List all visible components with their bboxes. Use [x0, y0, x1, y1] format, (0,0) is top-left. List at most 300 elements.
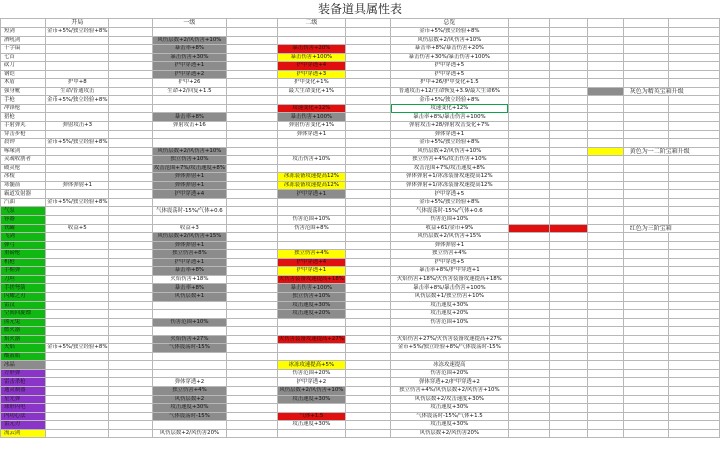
empty-cell[interactable]: [623, 267, 668, 276]
value-cell[interactable]: 攻击范围+7%/攻击速度+8%: [391, 164, 508, 173]
value-cell[interactable]: 金币+5%/独立经验+8%: [391, 139, 508, 148]
value-cell[interactable]: 伤害范围+10%: [277, 216, 345, 225]
empty-cell[interactable]: [587, 62, 623, 71]
item-name-cell[interactable]: 晨钟: [1, 139, 46, 148]
empty-cell[interactable]: [508, 275, 550, 284]
value-cell[interactable]: [109, 421, 152, 430]
value-cell[interactable]: 收益+3: [152, 224, 226, 233]
value-cell[interactable]: 金币+5%/独立经验+8%/气体震荡时-15%: [391, 344, 508, 353]
item-name-cell[interactable]: 飞剑: [1, 233, 46, 242]
value-cell[interactable]: [226, 233, 277, 242]
value-cell[interactable]: [226, 113, 277, 122]
empty-cell[interactable]: [550, 216, 588, 225]
value-cell[interactable]: [277, 207, 345, 216]
empty-cell[interactable]: [550, 130, 588, 139]
empty-cell[interactable]: [587, 198, 623, 207]
value-cell[interactable]: [277, 233, 345, 242]
empty-cell[interactable]: [508, 369, 550, 378]
value-cell[interactable]: [109, 404, 152, 413]
value-cell[interactable]: 风伤层数+2/风伤害20%: [152, 429, 226, 438]
empty-cell[interactable]: [668, 292, 719, 301]
value-cell[interactable]: [345, 156, 390, 165]
value-cell[interactable]: 气体震荡时-15%/气体+0.6: [152, 207, 226, 216]
value-cell[interactable]: [46, 327, 109, 336]
value-cell[interactable]: 攻击速度+30%: [391, 404, 508, 413]
value-cell[interactable]: [277, 404, 345, 413]
value-cell[interactable]: 暴击伤害+100%: [277, 113, 345, 122]
empty-cell[interactable]: [550, 301, 588, 310]
empty-cell[interactable]: [550, 190, 588, 199]
value-cell[interactable]: [277, 147, 345, 156]
value-cell[interactable]: [345, 292, 390, 301]
empty-cell[interactable]: [587, 421, 623, 430]
empty-cell[interactable]: [623, 233, 668, 242]
value-cell[interactable]: 冰冻攻速提高: [391, 361, 508, 370]
empty-cell[interactable]: [587, 386, 623, 395]
value-cell[interactable]: [226, 395, 277, 404]
empty-cell[interactable]: [508, 113, 550, 122]
value-cell[interactable]: [277, 198, 345, 207]
item-name-cell[interactable]: 空间回旋镖: [1, 310, 46, 319]
value-cell[interactable]: [226, 310, 277, 319]
empty-cell[interactable]: [587, 45, 623, 54]
empty-cell[interactable]: [623, 207, 668, 216]
value-cell[interactable]: [277, 344, 345, 353]
empty-cell[interactable]: [623, 53, 668, 62]
empty-cell[interactable]: [623, 386, 668, 395]
empty-cell[interactable]: [550, 250, 588, 259]
empty-cell[interactable]: [550, 62, 588, 71]
value-cell[interactable]: [226, 79, 277, 88]
value-cell[interactable]: 金币+5%/独立经验+8%: [391, 198, 508, 207]
empty-cell[interactable]: [550, 318, 588, 327]
empty-cell[interactable]: [668, 258, 719, 267]
empty-cell[interactable]: [623, 369, 668, 378]
empty-cell[interactable]: [623, 301, 668, 310]
item-name-cell[interactable]: 穿击步枪: [1, 130, 46, 139]
value-cell[interactable]: [226, 224, 277, 233]
empty-cell[interactable]: [587, 267, 623, 276]
value-cell[interactable]: [226, 378, 277, 387]
value-cell[interactable]: 金币+5%/独立经验+8%: [47, 344, 108, 351]
value-cell[interactable]: 火伤害装备攻速提高+27%: [278, 335, 344, 342]
item-name-cell[interactable]: 灵魂收割者: [1, 156, 46, 165]
empty-cell[interactable]: [508, 395, 550, 404]
empty-cell[interactable]: [587, 224, 623, 233]
item-name-cell[interactable]: 酸液瓶: [1, 352, 46, 361]
empty-cell[interactable]: [550, 87, 588, 96]
empty-cell[interactable]: [623, 395, 668, 404]
value-cell[interactable]: 护甲+26: [152, 79, 226, 88]
empty-cell[interactable]: [587, 412, 623, 421]
empty-cell[interactable]: [623, 284, 668, 293]
empty-cell[interactable]: [623, 421, 668, 430]
value-cell[interactable]: [46, 45, 109, 54]
empty-cell[interactable]: [623, 404, 668, 413]
value-cell[interactable]: 气体震荡时-15%: [152, 412, 226, 421]
value-cell[interactable]: 暴击率+8%: [152, 113, 226, 122]
empty-cell[interactable]: [550, 104, 588, 113]
empty-cell[interactable]: [623, 36, 668, 45]
empty-cell[interactable]: [623, 344, 668, 353]
value-cell[interactable]: 独立伤害+4%/风伤层数+2/风伤害+10%: [391, 386, 508, 395]
value-cell[interactable]: 暴击伤害+20%: [277, 45, 345, 54]
item-name-cell[interactable]: 流云剑: [1, 429, 46, 438]
item-name-cell[interactable]: 冲锋枪: [1, 104, 46, 113]
empty-cell[interactable]: [668, 352, 719, 361]
empty-cell[interactable]: [508, 335, 550, 344]
value-cell[interactable]: [226, 412, 277, 421]
value-cell[interactable]: [152, 301, 226, 310]
empty-cell[interactable]: [587, 53, 623, 62]
empty-cell[interactable]: [508, 173, 550, 182]
empty-cell[interactable]: [623, 122, 668, 131]
value-cell[interactable]: [109, 139, 152, 148]
value-cell[interactable]: [345, 404, 390, 413]
empty-cell[interactable]: [623, 28, 668, 37]
value-cell[interactable]: 弹体弹射+1: [391, 241, 508, 250]
empty-cell[interactable]: [508, 250, 550, 259]
value-cell[interactable]: [277, 28, 345, 37]
value-cell[interactable]: [109, 292, 152, 301]
value-cell[interactable]: [46, 164, 109, 173]
value-cell[interactable]: [46, 412, 109, 421]
empty-cell[interactable]: [587, 361, 623, 370]
empty-cell[interactable]: [508, 62, 550, 71]
value-cell[interactable]: [226, 87, 277, 96]
empty-cell[interactable]: [668, 28, 719, 37]
value-cell[interactable]: [109, 318, 152, 327]
value-cell[interactable]: 火焰伤害+18%/火伤害装备攻速提高+18%: [391, 275, 508, 284]
empty-cell[interactable]: [668, 250, 719, 259]
value-cell[interactable]: 气体震荡时-15%/气体+1.5: [391, 412, 508, 421]
empty-cell[interactable]: [668, 190, 719, 199]
value-cell[interactable]: 暴击伤害+100%: [277, 53, 345, 62]
empty-cell[interactable]: [623, 250, 668, 259]
value-cell[interactable]: 护甲穿透+1: [277, 267, 345, 276]
value-cell[interactable]: 攻速变化+12%: [277, 104, 345, 113]
value-cell[interactable]: 独立伤害+4%: [277, 250, 345, 259]
empty-cell[interactable]: [550, 241, 588, 250]
value-cell[interactable]: 独立伤害+10%: [277, 292, 345, 301]
value-cell[interactable]: [109, 62, 152, 71]
empty-cell[interactable]: [587, 250, 623, 259]
empty-cell[interactable]: [587, 429, 623, 438]
empty-cell[interactable]: [550, 352, 588, 361]
value-cell[interactable]: [109, 327, 152, 336]
value-cell[interactable]: [46, 173, 109, 182]
column-header[interactable]: [550, 19, 588, 28]
empty-cell[interactable]: [550, 335, 588, 344]
value-cell[interactable]: [345, 62, 390, 71]
value-cell[interactable]: 风伤层数+2/风伤害+10%: [152, 36, 226, 45]
empty-cell[interactable]: [668, 386, 719, 395]
value-cell[interactable]: [46, 267, 109, 276]
value-cell[interactable]: [109, 378, 152, 387]
empty-cell[interactable]: [508, 429, 550, 438]
value-cell[interactable]: [345, 250, 390, 259]
value-cell[interactable]: [109, 173, 152, 182]
column-header[interactable]: 一级: [152, 19, 226, 28]
value-cell[interactable]: [46, 421, 109, 430]
empty-cell[interactable]: [668, 53, 719, 62]
empty-cell[interactable]: [508, 53, 550, 62]
value-cell[interactable]: [226, 156, 277, 165]
empty-cell[interactable]: [587, 292, 623, 301]
value-cell[interactable]: [345, 70, 390, 79]
empty-cell[interactable]: [587, 310, 623, 319]
value-cell[interactable]: [109, 28, 152, 37]
empty-cell[interactable]: [508, 267, 550, 276]
empty-cell[interactable]: [550, 147, 588, 156]
value-cell[interactable]: [152, 369, 226, 378]
empty-cell[interactable]: [668, 156, 719, 165]
value-cell[interactable]: [46, 216, 109, 225]
value-cell[interactable]: 护甲穿透+4: [277, 62, 345, 71]
value-cell[interactable]: 弹体穿透+1: [277, 130, 345, 139]
value-cell[interactable]: [109, 53, 152, 62]
empty-cell[interactable]: [550, 344, 588, 353]
empty-cell[interactable]: [623, 361, 668, 370]
value-cell[interactable]: [109, 352, 152, 361]
value-cell[interactable]: [109, 130, 152, 139]
value-cell[interactable]: [46, 250, 109, 259]
empty-cell[interactable]: [623, 378, 668, 387]
value-cell[interactable]: 风伤层数+1: [152, 292, 226, 301]
value-cell[interactable]: [46, 258, 109, 267]
value-cell[interactable]: [109, 412, 152, 421]
value-cell[interactable]: 弹射攻击+3: [46, 122, 109, 131]
empty-cell[interactable]: [508, 190, 550, 199]
column-header[interactable]: [587, 19, 623, 28]
empty-cell[interactable]: [668, 216, 719, 225]
value-cell[interactable]: [345, 327, 390, 336]
item-name-cell[interactable]: 霸道发射器: [1, 190, 46, 199]
value-cell[interactable]: [345, 216, 390, 225]
empty-cell[interactable]: [550, 96, 588, 105]
empty-cell[interactable]: [668, 207, 719, 216]
value-cell[interactable]: [345, 241, 390, 250]
value-cell[interactable]: [46, 395, 109, 404]
value-cell[interactable]: [109, 36, 152, 45]
empty-cell[interactable]: [508, 361, 550, 370]
value-cell[interactable]: [345, 164, 390, 173]
value-cell[interactable]: [345, 301, 390, 310]
item-name-cell[interactable]: 短剑: [1, 28, 46, 37]
empty-cell[interactable]: [550, 45, 588, 54]
value-cell[interactable]: [226, 104, 277, 113]
item-name-cell[interactable]: 雷击杀枪: [1, 378, 46, 387]
item-name-cell[interactable]: 方形弹: [1, 369, 46, 378]
empty-cell[interactable]: [508, 258, 550, 267]
value-cell[interactable]: [46, 62, 109, 71]
item-name-cell[interactable]: 熊元兔: [1, 318, 46, 327]
value-cell[interactable]: [109, 395, 152, 404]
value-cell[interactable]: 弹射攻击+28/弹射攻击变化+7%: [391, 122, 508, 131]
empty-cell[interactable]: [623, 198, 668, 207]
empty-cell[interactable]: [668, 36, 719, 45]
empty-cell[interactable]: [587, 327, 623, 336]
item-name-cell[interactable]: 燃火器: [1, 327, 46, 336]
empty-cell[interactable]: [550, 429, 588, 438]
value-cell[interactable]: 伤害范围+20%: [391, 369, 508, 378]
value-cell[interactable]: [345, 181, 390, 190]
value-cell[interactable]: [109, 216, 152, 225]
empty-cell[interactable]: [550, 156, 588, 165]
value-cell[interactable]: [109, 361, 152, 370]
value-cell[interactable]: [109, 267, 152, 276]
empty-cell[interactable]: [623, 241, 668, 250]
value-cell[interactable]: [46, 130, 109, 139]
item-name-cell[interactable]: 弹弓: [1, 241, 46, 250]
empty-cell[interactable]: [668, 369, 719, 378]
value-cell[interactable]: [345, 207, 390, 216]
empty-cell[interactable]: [668, 267, 719, 276]
column-header[interactable]: 总览: [391, 19, 508, 28]
empty-cell[interactable]: [623, 79, 668, 88]
value-cell[interactable]: [109, 369, 152, 378]
value-cell[interactable]: 暴击率+8%: [152, 267, 226, 276]
value-cell[interactable]: [46, 318, 109, 327]
value-cell[interactable]: [226, 181, 277, 190]
value-cell[interactable]: [152, 421, 226, 430]
value-cell[interactable]: [152, 104, 226, 113]
value-cell[interactable]: [345, 318, 390, 327]
value-cell[interactable]: 金币+5%/独立经验+8%: [47, 139, 108, 146]
empty-cell[interactable]: [623, 104, 668, 113]
empty-cell[interactable]: [623, 130, 668, 139]
value-cell[interactable]: [345, 45, 390, 54]
value-cell[interactable]: 伤害范围+20%: [277, 369, 345, 378]
value-cell[interactable]: [109, 241, 152, 250]
value-cell[interactable]: [226, 267, 277, 276]
item-name-cell[interactable]: 雷汉: [1, 301, 46, 310]
value-cell[interactable]: 暴击率+8%/暴击伤害+20%: [391, 45, 508, 54]
value-cell[interactable]: 攻击速度+30%: [277, 395, 345, 404]
value-cell[interactable]: [226, 352, 277, 361]
value-cell[interactable]: [226, 369, 277, 378]
value-cell[interactable]: [226, 292, 277, 301]
empty-cell[interactable]: [550, 164, 588, 173]
value-cell[interactable]: [226, 241, 277, 250]
empty-cell[interactable]: [668, 139, 719, 148]
empty-cell[interactable]: [668, 361, 719, 370]
empty-cell[interactable]: [508, 130, 550, 139]
value-cell[interactable]: 气体震荡时-15%: [152, 344, 226, 353]
empty-cell[interactable]: [623, 156, 668, 165]
value-cell[interactable]: 护甲穿透+5: [391, 62, 508, 71]
empty-cell[interactable]: [668, 45, 719, 54]
empty-cell[interactable]: [668, 79, 719, 88]
empty-cell[interactable]: [668, 241, 719, 250]
value-cell[interactable]: [109, 156, 152, 165]
empty-cell[interactable]: [508, 421, 550, 430]
empty-cell[interactable]: [587, 404, 623, 413]
empty-cell[interactable]: [508, 404, 550, 413]
value-cell[interactable]: [391, 352, 508, 361]
item-name-cell[interactable]: 内功心法: [1, 412, 46, 421]
empty-cell[interactable]: [508, 224, 550, 233]
value-cell[interactable]: 火焰伤害+18%: [152, 275, 226, 284]
value-cell[interactable]: [345, 190, 390, 199]
value-cell[interactable]: [109, 104, 152, 113]
value-cell[interactable]: 弹体弹射+1/冰冻装备攻速提高12%: [391, 181, 508, 190]
value-cell[interactable]: [277, 327, 345, 336]
empty-cell[interactable]: [508, 318, 550, 327]
empty-cell[interactable]: [550, 412, 588, 421]
value-cell[interactable]: [109, 224, 152, 233]
empty-cell[interactable]: [508, 284, 550, 293]
value-cell[interactable]: [226, 198, 277, 207]
empty-cell[interactable]: [668, 113, 719, 122]
value-cell[interactable]: [46, 190, 109, 199]
column-header[interactable]: [623, 19, 668, 28]
empty-cell[interactable]: [668, 421, 719, 430]
value-cell[interactable]: [226, 250, 277, 259]
value-cell[interactable]: [109, 310, 152, 319]
empty-cell[interactable]: [587, 139, 623, 148]
value-cell[interactable]: 独立伤害+4%: [152, 386, 226, 395]
empty-cell[interactable]: [550, 36, 588, 45]
value-cell[interactable]: [226, 53, 277, 62]
value-cell[interactable]: 普通攻击+12/生命恢复+3.9/最大生命6%: [391, 87, 508, 96]
item-name-cell[interactable]: 球形闪电: [1, 404, 46, 413]
value-cell[interactable]: 暴击伤害+30%: [152, 53, 226, 62]
item-name-cell[interactable]: 七首: [1, 53, 46, 62]
value-cell[interactable]: 风伤层数+2/风伤害20%: [391, 429, 508, 438]
value-cell[interactable]: 护甲穿透+1: [152, 258, 226, 267]
value-cell[interactable]: 金币+5%/独立经验+8%: [391, 28, 508, 37]
empty-cell[interactable]: [508, 310, 550, 319]
value-cell[interactable]: 金币+5%/独立经验+8%: [47, 199, 108, 206]
value-cell[interactable]: [109, 113, 152, 122]
empty-cell[interactable]: [508, 28, 550, 37]
item-name-cell[interactable]: 手枪: [1, 96, 46, 105]
item-name-cell[interactable]: 猎枪: [1, 113, 46, 122]
empty-cell[interactable]: [668, 62, 719, 71]
value-cell[interactable]: [109, 87, 152, 96]
value-cell[interactable]: [152, 28, 226, 37]
item-name-cell[interactable]: 星光弹: [1, 395, 46, 404]
item-name-cell[interactable]: 木盾: [1, 79, 46, 88]
value-cell[interactable]: 生命/普通攻击: [46, 87, 109, 96]
item-name-cell[interactable]: 刀坦: [1, 275, 46, 284]
value-cell[interactable]: [109, 233, 152, 242]
empty-cell[interactable]: [623, 327, 668, 336]
value-cell[interactable]: 攻击伤害+10%: [277, 156, 345, 165]
empty-cell[interactable]: [587, 36, 623, 45]
empty-cell[interactable]: [587, 284, 623, 293]
empty-cell[interactable]: [623, 352, 668, 361]
value-cell[interactable]: [109, 258, 152, 267]
value-cell[interactable]: 风伤层数+2/风伤害+10%: [391, 36, 508, 45]
value-cell[interactable]: [46, 301, 109, 310]
value-cell[interactable]: [345, 412, 390, 421]
empty-cell[interactable]: [623, 173, 668, 182]
value-cell[interactable]: [109, 284, 152, 293]
value-cell[interactable]: [345, 335, 390, 344]
value-cell[interactable]: [226, 318, 277, 327]
value-cell[interactable]: 收益+5: [46, 224, 109, 233]
empty-cell[interactable]: [623, 45, 668, 54]
value-cell[interactable]: 暴击伤害+30%/暴击伤害+100%: [391, 53, 508, 62]
value-cell[interactable]: [345, 113, 390, 122]
value-cell[interactable]: 暴击率+8%: [152, 284, 226, 293]
value-cell[interactable]: [152, 216, 226, 225]
value-cell[interactable]: 攻击速度+30%: [391, 421, 508, 430]
empty-cell[interactable]: [668, 344, 719, 353]
value-cell[interactable]: [345, 310, 390, 319]
